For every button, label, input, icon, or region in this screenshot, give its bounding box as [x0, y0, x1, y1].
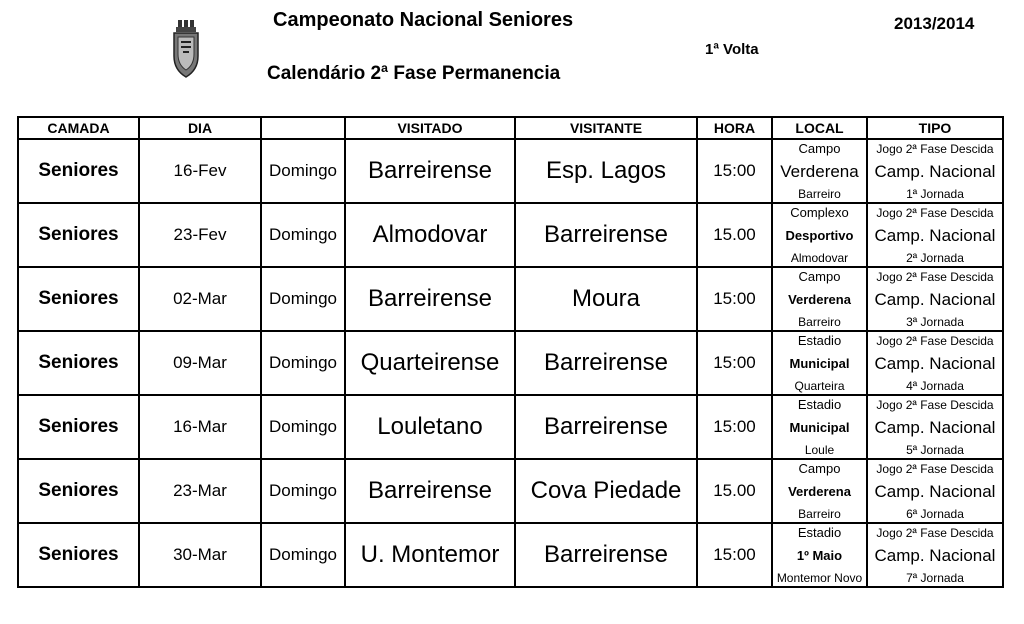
competition-name: Camp. Nacional [874, 354, 996, 373]
home-team-cell: Barreirense [345, 459, 515, 523]
venue-stack [773, 524, 866, 586]
column-header-weekday [261, 117, 345, 139]
club-crest-logo [172, 20, 200, 78]
matchday: 3ª Jornada [906, 315, 964, 329]
weekday-cell: Domingo [261, 267, 345, 331]
category-cell: Seniores [18, 395, 139, 459]
date-cell: 23-Fev [139, 203, 261, 267]
table-header-row [18, 117, 1003, 139]
venue-name: Municipal [789, 420, 850, 435]
competition-name: Camp. Nacional [874, 546, 996, 565]
venue-stack [773, 396, 866, 458]
weekday-cell: Domingo [261, 523, 345, 587]
time-cell: 15:00 [697, 395, 772, 459]
venue-name: Verderena [780, 162, 859, 181]
away-team-cell: Barreirense [515, 331, 697, 395]
match-type-cell [867, 459, 1003, 523]
venue-stack [773, 140, 866, 202]
matchday: 4ª Jornada [906, 379, 964, 393]
away-team-cell: Cova Piedade [515, 459, 697, 523]
weekday-cell: Domingo [261, 203, 345, 267]
time-cell: 15:00 [697, 139, 772, 203]
table-row [18, 331, 1003, 395]
venue-town: Barreiro [798, 507, 841, 521]
weekday-cell: Domingo [261, 459, 345, 523]
home-team-cell: Barreirense [345, 267, 515, 331]
date-cell: 16-Fev [139, 139, 261, 203]
time-cell: 15.00 [697, 203, 772, 267]
match-type-cell [867, 331, 1003, 395]
home-team-cell: Louletano [345, 395, 515, 459]
match-type-stack [868, 332, 1002, 394]
category-cell: Seniores [18, 459, 139, 523]
time-cell: 15:00 [697, 331, 772, 395]
venue-cell [772, 203, 867, 267]
match-type-stack [868, 396, 1002, 458]
time-cell: 15:00 [697, 267, 772, 331]
matchday: 1ª Jornada [906, 187, 964, 201]
venue-type: Estadio [797, 525, 842, 540]
table-row [18, 395, 1003, 459]
match-phase: Jogo 2ª Fase Descida [876, 206, 994, 220]
away-team-cell: Barreirense [515, 203, 697, 267]
match-type-cell [867, 523, 1003, 587]
match-type-stack [868, 524, 1002, 586]
date-cell: 23-Mar [139, 459, 261, 523]
venue-type: Campo [798, 461, 841, 476]
venue-stack [773, 460, 866, 522]
away-team-cell: Barreirense [515, 523, 697, 587]
home-team-cell: U. Montemor [345, 523, 515, 587]
away-team-cell: Esp. Lagos [515, 139, 697, 203]
venue-town: Barreiro [798, 315, 841, 329]
date-cell: 09-Mar [139, 331, 261, 395]
venue-name: Verderena [788, 292, 851, 307]
page-subtitle: Calendário 2ª Fase Permanencia [267, 63, 561, 84]
away-team-cell: Barreirense [515, 395, 697, 459]
venue-type: Estadio [797, 333, 842, 348]
match-type-stack [868, 204, 1002, 266]
match-phase: Jogo 2ª Fase Descida [876, 526, 994, 540]
match-type-stack [868, 460, 1002, 522]
season-label: 2013/2014 [894, 14, 975, 33]
venue-stack [773, 204, 866, 266]
venue-cell [772, 523, 867, 587]
fixtures-table [17, 116, 1004, 588]
competition-name: Camp. Nacional [874, 418, 996, 437]
table-row [18, 523, 1003, 587]
table-row [18, 267, 1003, 331]
venue-name: Verderena [788, 484, 851, 499]
category-cell: Seniores [18, 267, 139, 331]
venue-type: Campo [798, 141, 841, 156]
match-phase: Jogo 2ª Fase Descida [876, 462, 994, 476]
page-title: Campeonato Nacional Seniores [273, 9, 574, 31]
matchday: 6ª Jornada [906, 507, 964, 521]
match-type-stack [868, 140, 1002, 202]
venue-town: Almodovar [790, 251, 849, 265]
venue-type: Campo [798, 269, 841, 284]
time-cell: 15.00 [697, 459, 772, 523]
table-row [18, 139, 1003, 203]
weekday-cell: Domingo [261, 331, 345, 395]
venue-town: Loule [804, 443, 835, 457]
venue-cell [772, 331, 867, 395]
competition-name: Camp. Nacional [874, 162, 996, 181]
match-phase: Jogo 2ª Fase Descida [876, 270, 994, 284]
round-label: 1ª Volta [705, 41, 759, 58]
matchday: 5ª Jornada [906, 443, 964, 457]
match-phase: Jogo 2ª Fase Descida [876, 142, 994, 156]
venue-stack [773, 332, 866, 394]
column-header-tipo: TIPO [867, 117, 1003, 139]
table-row [18, 459, 1003, 523]
venue-cell [772, 459, 867, 523]
weekday-cell: Domingo [261, 395, 345, 459]
venue-name: Municipal [789, 356, 850, 371]
venue-type: Estadio [797, 397, 842, 412]
matchday: 2ª Jornada [906, 251, 964, 265]
date-cell: 16-Mar [139, 395, 261, 459]
matchday: 7ª Jornada [906, 571, 964, 585]
home-team-cell: Quarteirense [345, 331, 515, 395]
column-header-visitado: VISITADO [345, 117, 515, 139]
venue-town: Montemor Novo [776, 571, 863, 585]
venue-name: Desportivo [785, 228, 854, 243]
home-team-cell: Barreirense [345, 139, 515, 203]
competition-name: Camp. Nacional [874, 290, 996, 309]
column-header-dia: DIA [139, 117, 261, 139]
match-type-cell [867, 267, 1003, 331]
venue-name: 1º Maio [796, 548, 843, 563]
match-phase: Jogo 2ª Fase Descida [876, 398, 994, 412]
category-cell: Seniores [18, 203, 139, 267]
category-cell: Seniores [18, 139, 139, 203]
venue-cell [772, 267, 867, 331]
time-cell: 15:00 [697, 523, 772, 587]
category-cell: Seniores [18, 523, 139, 587]
date-cell: 02-Mar [139, 267, 261, 331]
category-cell: Seniores [18, 331, 139, 395]
table-row [18, 203, 1003, 267]
venue-stack [773, 268, 866, 330]
column-header-visitante: VISITANTE [515, 117, 697, 139]
match-type-cell [867, 139, 1003, 203]
competition-name: Camp. Nacional [874, 482, 996, 501]
competition-name: Camp. Nacional [874, 226, 996, 245]
column-header-hora: HORA [697, 117, 772, 139]
home-team-cell: Almodovar [345, 203, 515, 267]
venue-cell [772, 139, 867, 203]
venue-town: Quarteira [794, 379, 845, 393]
match-type-stack [868, 268, 1002, 330]
column-header-local: LOCAL [772, 117, 867, 139]
venue-type: Complexo [790, 205, 849, 220]
match-type-cell [867, 395, 1003, 459]
venue-cell [772, 395, 867, 459]
venue-town: Barreiro [798, 187, 841, 201]
weekday-cell: Domingo [261, 139, 345, 203]
match-phase: Jogo 2ª Fase Descida [876, 334, 994, 348]
away-team-cell: Moura [515, 267, 697, 331]
date-cell: 30-Mar [139, 523, 261, 587]
column-header-camada: CAMADA [18, 117, 139, 139]
match-type-cell [867, 203, 1003, 267]
